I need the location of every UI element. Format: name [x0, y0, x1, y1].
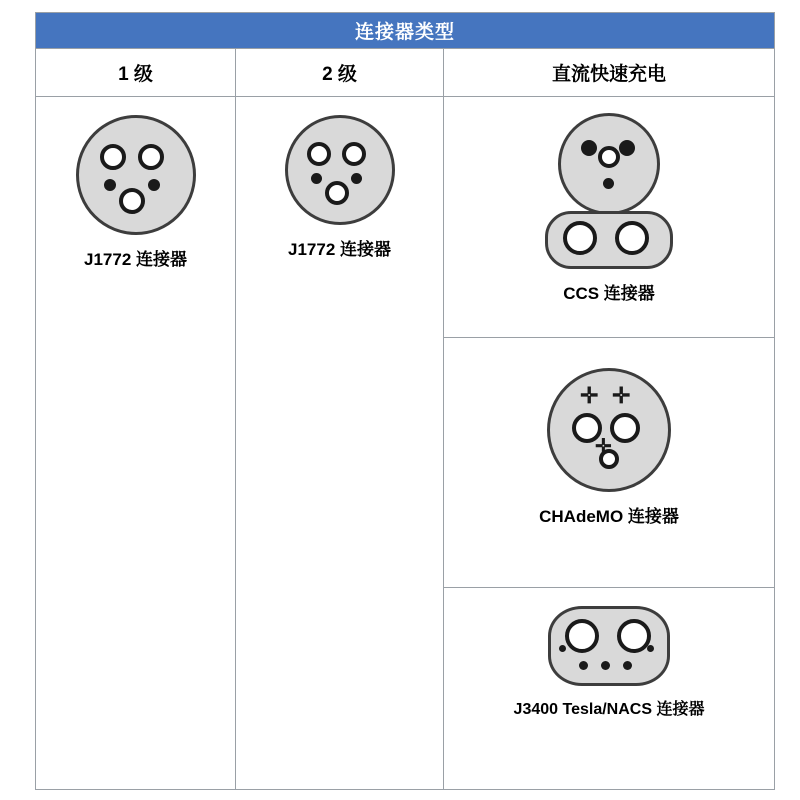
caption-chademo: CHAdeMO 连接器: [539, 507, 679, 526]
j1772-level1-graphic: [36, 115, 235, 235]
connector-types-table: [35, 12, 775, 790]
j1772-level2-graphic: [236, 115, 443, 225]
cell-level-1: [36, 97, 236, 789]
cell-level-2: [236, 97, 444, 789]
table-body-row: [36, 97, 774, 789]
dc-item-nacs: [444, 588, 774, 789]
dc-item-ccs: [444, 97, 774, 338]
column-header-level-1: 1 级: [36, 49, 236, 96]
table-header-row: [36, 49, 774, 97]
caption-ccs: CCS 连接器: [563, 284, 655, 303]
column-header-dc-fast: 直流快速充电: [551, 64, 666, 85]
dc-item-chademo: [444, 338, 774, 588]
cell-dc-fast: [444, 97, 774, 789]
nacs-connector-graphic: [548, 606, 670, 686]
ccs-connector-graphic: [545, 113, 673, 269]
caption-level-1: J1772 连接器: [84, 250, 187, 269]
table-title: 连接器类型: [36, 13, 774, 49]
caption-nacs: J3400 Tesla/NACS 连接器: [513, 701, 705, 718]
chademo-connector-graphic: ✛ ✛ ✛: [547, 368, 671, 492]
column-header-level-2: 2 级: [236, 49, 444, 96]
caption-level-2: J1772 连接器: [288, 240, 391, 259]
